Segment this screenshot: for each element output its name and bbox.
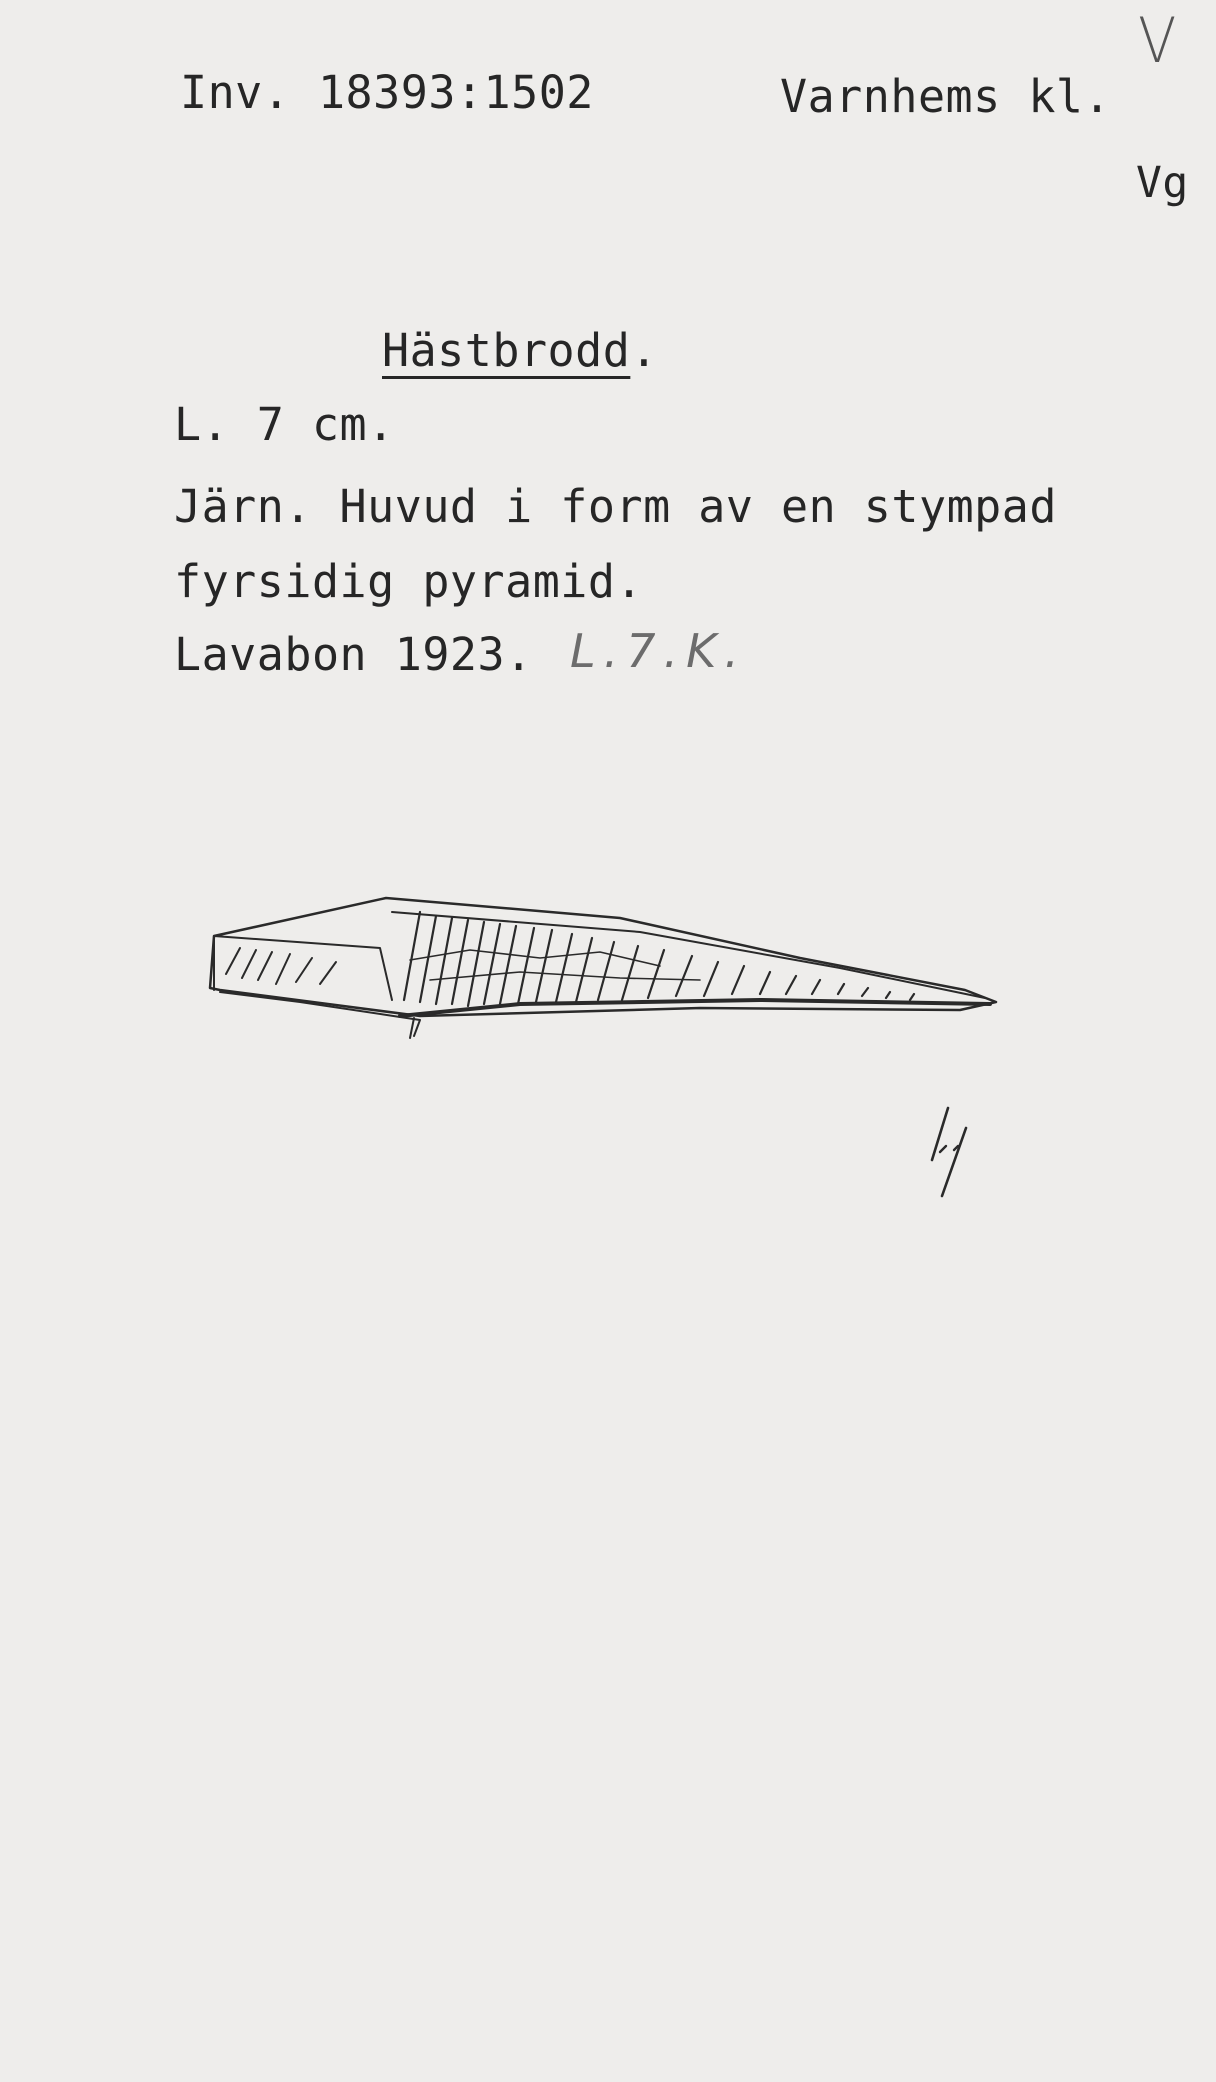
object-title: Hästbrodd [382, 324, 631, 377]
checkmark-handwritten: V [1138, 4, 1177, 77]
handwritten-initials: L.7.K. [570, 624, 747, 678]
provenance-line: Lavabon 1923. [174, 628, 533, 681]
length-line: L. 7 cm. [174, 398, 395, 451]
description-line-2: fyrsidig pyramid. [174, 555, 644, 608]
inventory-number: Inv. 18393:1502 [180, 66, 594, 119]
region-code: Vg [1136, 158, 1189, 208]
object-title-period: . [630, 324, 658, 377]
site-name: Varnhems kl. [780, 70, 1112, 123]
description-line-1: Järn. Huvud i form av en stympad [174, 480, 1057, 533]
